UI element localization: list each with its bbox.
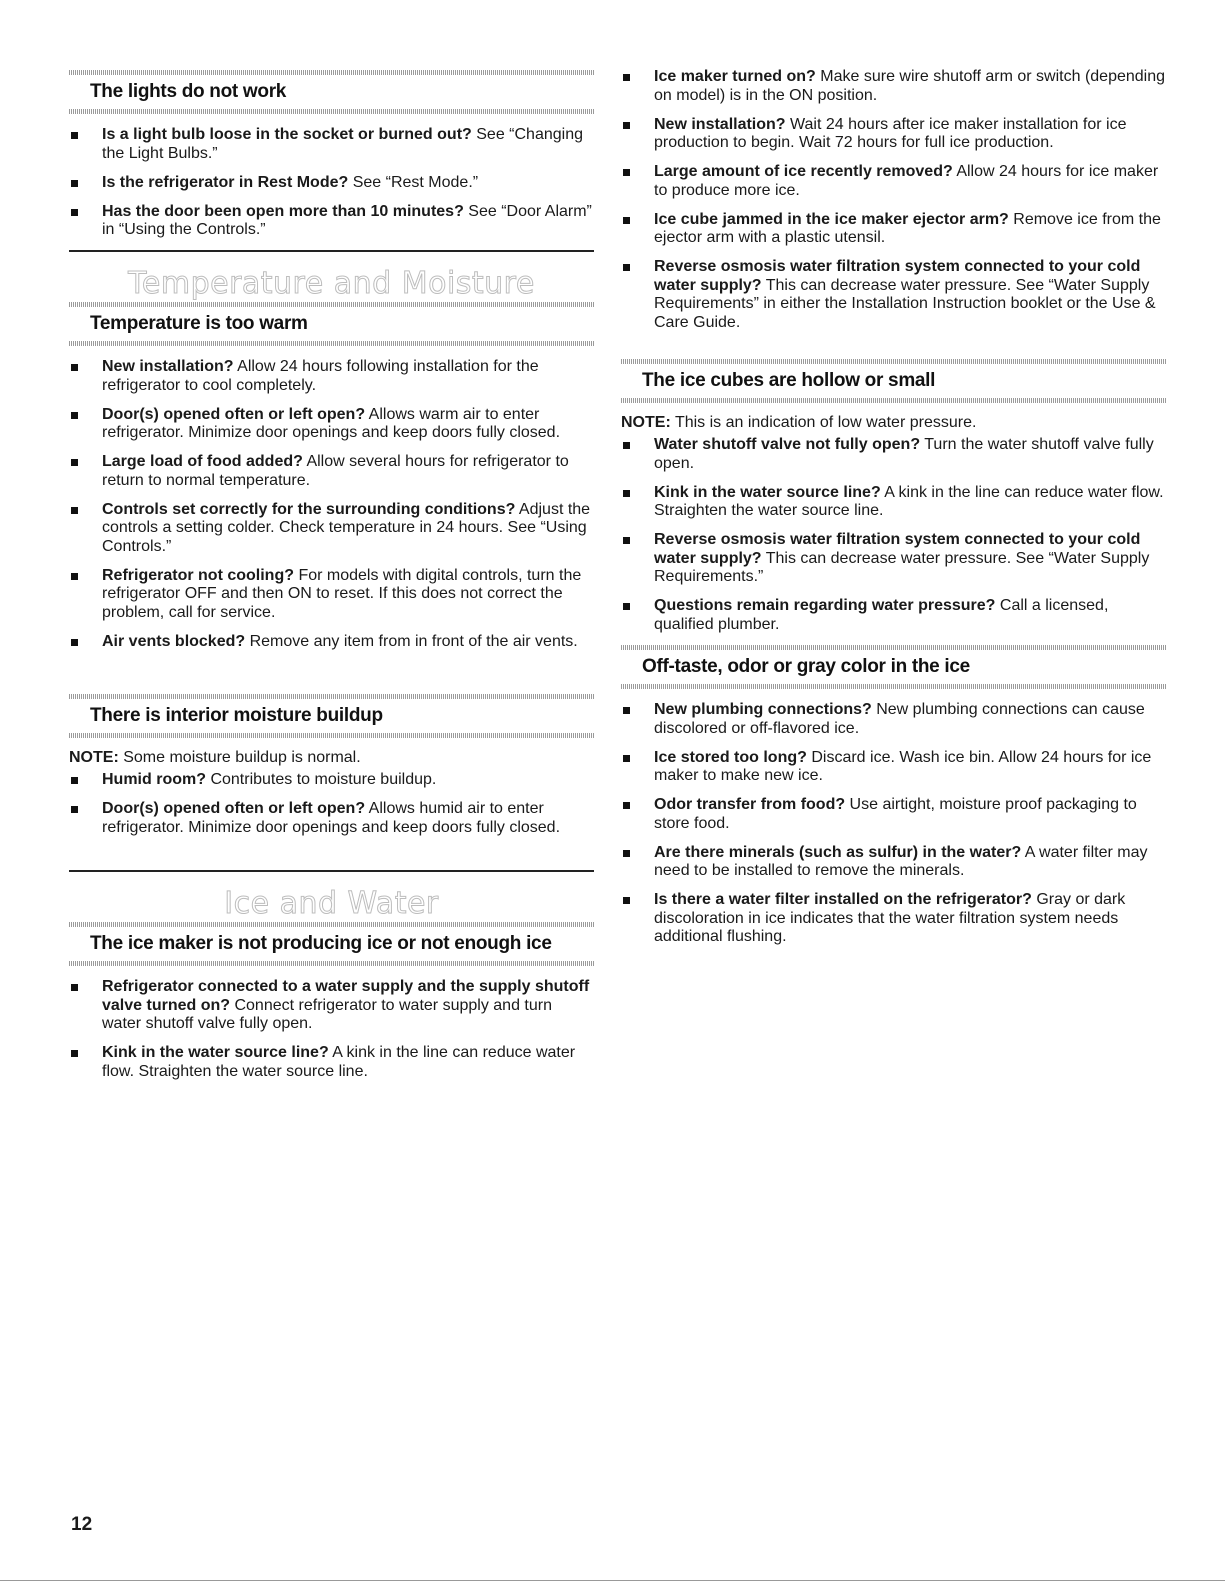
list-item: Kink in the water source line? A kink in the line can reduce water flow. Straighten the water source line. <box>69 1044 594 1081</box>
category-heading: Ice and Water <box>224 886 439 921</box>
bullet-square-icon <box>71 180 78 187</box>
bullet-square-icon <box>71 984 78 991</box>
bullet-square-icon <box>71 132 78 139</box>
bullet-square-icon <box>71 507 78 514</box>
item-list <box>621 701 1166 947</box>
list-item: New installation? Allow 24 hours following installation for the refrigerator to cool completely. <box>69 358 594 395</box>
bullet-square-icon <box>623 122 630 129</box>
bullet-square-icon <box>71 459 78 466</box>
item-list <box>69 771 594 837</box>
list-item: Door(s) opened often or left open? Allows humid air to enter refrigerator. Minimize door openings and keep doors fully closed. <box>69 800 594 837</box>
category-temperature-moisture <box>69 250 594 301</box>
bullet-square-icon <box>71 806 78 813</box>
section-off-taste <box>621 645 1166 957</box>
list-item: Refrigerator not cooling? For models with digital controls, turn the refrigerator OFF and then ON to reset. If this does not correct the problem, call for service. <box>69 567 594 623</box>
list-item: Refrigerator connected to a water supply and the supply shutoff valve turned on? Connect refrigerator to water supply and turn water shutoff valve fully open. <box>69 978 594 1034</box>
bullet-square-icon <box>623 74 630 81</box>
dotted-rule <box>69 341 594 346</box>
list-item: Ice stored too long? Discard ice. Wash ice bin. Allow 24 hours for ice maker to make new ice. <box>621 749 1166 786</box>
section-ice-not-producing <box>69 922 594 1092</box>
bullet-square-icon <box>623 169 630 176</box>
section-title: The lights do not work <box>90 81 287 102</box>
bullet-square-icon <box>623 264 630 271</box>
bullet-square-icon <box>623 442 630 449</box>
bullet-square-icon <box>623 603 630 610</box>
list-item: Large amount of ice recently removed? Allow 24 hours for ice maker to produce more ice. <box>621 163 1166 200</box>
section-title: There is interior moisture buildup <box>90 705 383 726</box>
note: NOTE: This is an indication of low water pressure. <box>621 414 977 431</box>
bullet-square-icon <box>623 537 630 544</box>
item-list <box>69 126 594 240</box>
list-item: Water shutoff valve not fully open? Turn the water shutoff valve fully open. <box>621 436 1166 473</box>
page-number: 12 <box>71 1514 93 1535</box>
list-item: Large load of food added? Allow several hours for refrigerator to return to normal temperature. <box>69 453 594 490</box>
list-item: Is there a water filter installed on the refrigerator? Gray or dark discoloration in ice indicates that the water filtration system needs additional flushing. <box>621 891 1166 947</box>
section-moisture <box>69 694 594 848</box>
section-ice-continued <box>621 58 1166 343</box>
category-ice-water <box>69 870 594 921</box>
list-item: Kink in the water source line? A kink in the line can reduce water flow. Straighten the water source line. <box>621 484 1166 521</box>
heading-rule <box>69 870 594 872</box>
dotted-rule <box>69 733 594 738</box>
bullet-square-icon <box>71 1050 78 1057</box>
list-item: Air vents blocked? Remove any item from in front of the air vents. <box>69 633 594 652</box>
list-item: New plumbing connections? New plumbing connections can cause discolored or off-flavored ice. <box>621 701 1166 738</box>
bullet-square-icon <box>623 897 630 904</box>
bullet-square-icon <box>71 573 78 580</box>
list-item: Reverse osmosis water filtration system connected to your cold water supply? This can decrease water pressure. See “Water Supply Requirements” in either the Installation Instruction booklet or the Use & Care Guide. <box>621 258 1166 332</box>
bullet-square-icon <box>623 755 630 762</box>
list-item: Odor transfer from food? Use airtight, moisture proof packaging to store food. <box>621 796 1166 833</box>
bullet-square-icon <box>623 802 630 809</box>
section-title: The ice cubes are hollow or small <box>642 370 936 391</box>
section-hollow-small <box>621 359 1166 645</box>
list-item: Are there minerals (such as sulfur) in the water? A water filter may need to be installed to remove the minerals. <box>621 844 1166 881</box>
section-too-warm <box>69 302 594 662</box>
bullet-square-icon <box>71 639 78 646</box>
item-list <box>621 68 1166 332</box>
list-item: Is a light bulb loose in the socket or burned out? See “Changing the Light Bulbs.” <box>69 126 594 163</box>
list-item: Is the refrigerator in Rest Mode? See “Rest Mode.” <box>69 174 594 193</box>
bullet-square-icon <box>623 707 630 714</box>
dotted-rule <box>69 961 594 966</box>
list-item: New installation? Wait 24 hours after ice maker installation for ice production to begin. Wait 72 hours for full ice production. <box>621 116 1166 153</box>
item-list <box>69 978 594 1081</box>
list-item: Questions remain regarding water pressure? Call a licensed, qualified plumber. <box>621 597 1166 634</box>
list-item: Ice maker turned on? Make sure wire shutoff arm or switch (depending on model) is in the ON position. <box>621 68 1166 105</box>
dotted-rule <box>621 398 1166 403</box>
section-title: Off-taste, odor or gray color in the ice <box>642 656 970 677</box>
bullet-square-icon <box>623 217 630 224</box>
bullet-square-icon <box>71 209 78 216</box>
list-item: Humid room? Contributes to moisture buildup. <box>69 771 594 790</box>
bottom-rule <box>0 1580 1225 1581</box>
bullet-square-icon <box>71 364 78 371</box>
item-list <box>69 358 594 651</box>
list-item: Reverse osmosis water filtration system connected to your cold water supply? This can decrease water pressure. See “Water Supply Requirements.” <box>621 531 1166 587</box>
heading-rule <box>69 250 594 252</box>
item-list <box>621 436 1166 634</box>
note: NOTE: Some moisture buildup is normal. <box>69 749 361 766</box>
bullet-square-icon <box>71 412 78 419</box>
list-item: Has the door been open more than 10 minutes? See “Door Alarm” in “Using the Controls.” <box>69 203 594 240</box>
bullet-square-icon <box>71 777 78 784</box>
section-title: Temperature is too warm <box>90 313 308 334</box>
list-item: Door(s) opened often or left open? Allows warm air to enter refrigerator. Minimize door openings and keep doors fully closed. <box>69 406 594 443</box>
list-item: Ice cube jammed in the ice maker ejector arm? Remove ice from the ejector arm with a plastic utensil. <box>621 211 1166 248</box>
section-title: The ice maker is not producing ice or not enough ice <box>90 933 552 954</box>
dotted-rule <box>69 109 594 114</box>
bullet-square-icon <box>623 490 630 497</box>
section-lights <box>69 70 594 250</box>
list-item: Controls set correctly for the surrounding conditions? Adjust the controls a setting colder. Check temperature in 24 hours. See “Using Controls.” <box>69 501 594 557</box>
bullet-square-icon <box>623 850 630 857</box>
category-heading: Temperature and Moisture <box>128 266 535 301</box>
dotted-rule <box>621 684 1166 689</box>
